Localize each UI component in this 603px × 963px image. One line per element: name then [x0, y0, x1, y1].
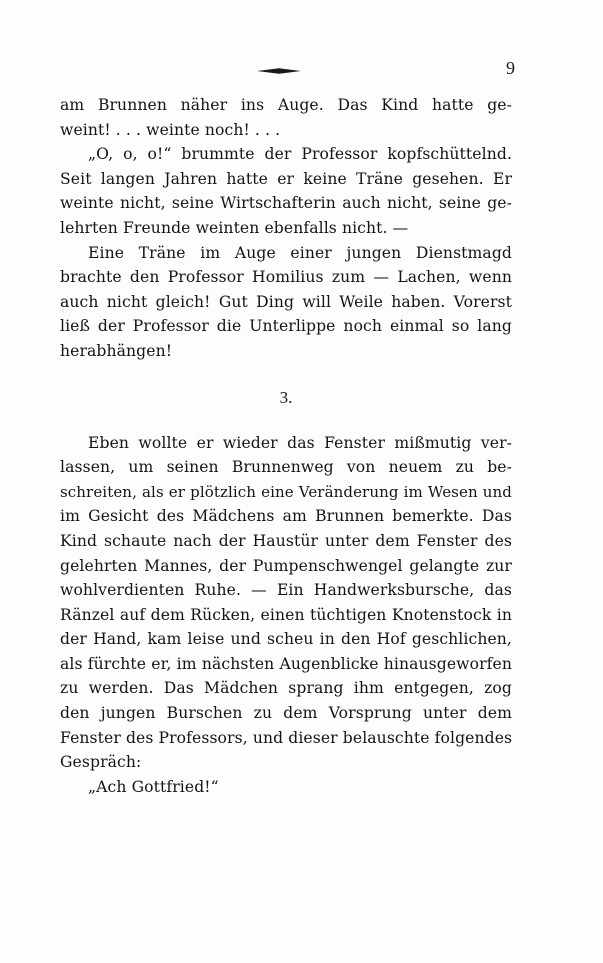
text-line: weinte nicht, seine Wirtschafterin auch nicht, seine ge-: [60, 194, 512, 213]
section-number: 3.: [279, 387, 293, 407]
text-line: wohlverdienten Ruhe. — Ein Handwerksbursche, das: [60, 581, 512, 600]
text-line: Eben wollte er wieder das Fenster mißmutig ver-: [88, 433, 512, 452]
text-line: „O, o, o!“ brummte der Professor kopfschüttelnd.: [88, 145, 512, 164]
text-line: Kind schaute nach der Haustür unter dem Fenster des: [60, 531, 512, 550]
text-line: den jungen Burschen zu dem Vorsprung unter dem: [60, 704, 512, 723]
text-line: zu werden. Das Mädchen sprang ihm entgegen, zog: [60, 679, 512, 698]
header-ornament: [257, 66, 301, 76]
text-line: lehrten Freunde weinten ebenfalls nicht. —: [60, 218, 409, 237]
text-line: Ränzel auf dem Rücken, einen tüchtigen Knotenstock in: [60, 605, 512, 624]
text-line: Gespräch:: [60, 753, 142, 772]
body-text: [60, 93, 512, 799]
text-line: der Hand, kam leise und scheu in den Hof geschlichen,: [60, 630, 512, 649]
page-number: 9: [506, 58, 515, 78]
text-line: Seit langen Jahren hatte er keine Träne gesehen. Er: [60, 169, 512, 188]
text-line: als fürchte er, im nächsten Augenblicke hinausgeworfen: [60, 654, 512, 673]
text-line: herabhängen!: [60, 341, 173, 360]
text-line: lassen, um seinen Brunnenweg von neuem zu be-: [60, 458, 512, 477]
text-line: Fenster des Professors, und dieser belauschte folgendes: [60, 728, 513, 747]
text-line: „Ach Gottfried!“: [88, 777, 219, 796]
text-line: weint! . . . weinte noch! . . .: [60, 120, 281, 139]
text-line: schreiten, als er plötzlich eine Veränderung im Wesen und: [60, 482, 512, 501]
text-line: im Gesicht des Mädchens am Brunnen bemerkte. Das: [60, 507, 512, 526]
text-line: brachte den Professor Homilius zum — Lachen, wenn: [60, 268, 512, 287]
text-line: am Brunnen näher ins Auge. Das Kind hatte ge-: [60, 96, 512, 114]
text-line: auch nicht gleich! Gut Ding will Weile haben. Vorerst: [60, 292, 512, 311]
text-line: Eine Träne im Auge einer jungen Dienstmagd: [88, 243, 512, 262]
text-line: gelehrten Mannes, der Pumpenschwengel gelangte zur: [60, 556, 512, 575]
text-line: ließ der Professor die Unterlippe noch einmal so lang: [60, 317, 512, 336]
